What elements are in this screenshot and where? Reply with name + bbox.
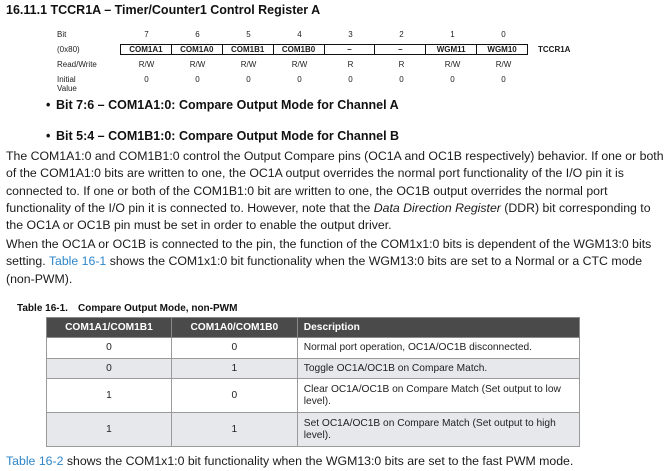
column-header: COM1A1/COM1B1 (47, 318, 172, 338)
initial-value: 0 (348, 75, 353, 84)
table-row (47, 338, 580, 359)
access-mode: R/W (138, 60, 155, 69)
bit-name: WGM10 (487, 45, 517, 54)
bit-number: 1 (450, 30, 455, 39)
table-header-row (47, 318, 580, 338)
initial-value: 0 (297, 75, 302, 84)
table-cell: 1 (47, 379, 172, 413)
bit-number: 0 (501, 30, 506, 39)
access-mode: R/W (444, 60, 461, 69)
table-caption (17, 303, 237, 314)
bit-name: COM1B1 (223, 45, 274, 54)
initial-value: 0 (501, 75, 506, 84)
table-cell: 0 (47, 359, 172, 379)
paragraph-text: When the OC1A or OC1B is connected to the pin, the function of the COM1x1:0 bits is dependent of the WGM13:0 bits setting. (6, 237, 652, 269)
address-label: (0x80) (57, 45, 80, 54)
initial-value: 0 (195, 75, 200, 84)
bit-number: 5 (246, 30, 251, 39)
bit-name: WGM11 (426, 45, 477, 54)
bit-name: – (325, 45, 376, 54)
table-row (47, 413, 580, 447)
bullet-text: Bit 5:4 – COM1B1:0: Compare Output Mode for Channel B (56, 129, 400, 143)
paragraph-text: (DDR) bit corresponding to the OC1A or OC1B pin must be set in order to enable the output driver. (6, 200, 651, 233)
bit-name: COM1A1 (121, 45, 172, 54)
bit-number: 2 (399, 30, 404, 39)
register-name: TCCR1A (538, 45, 571, 54)
bit-number: 4 (297, 30, 302, 39)
table-16-2-link[interactable]: Table 16-2 (6, 454, 64, 468)
bullet-item (46, 98, 399, 112)
bit-number: 6 (195, 30, 200, 39)
access-mode: R (347, 60, 354, 69)
bullet-dot: • (46, 129, 51, 143)
table-cell: 1 (47, 413, 172, 447)
column-header: Description (297, 318, 579, 338)
read-write-label: Read/Write (57, 60, 97, 69)
table-cell: 1 (171, 359, 297, 379)
table-cell: 0 (47, 338, 172, 359)
table-cell: Normal port operation, OC1A/OC1B disconnected. (297, 338, 579, 359)
table-cell: Clear OC1A/OC1B on Compare Match (Set output to low level). (297, 379, 579, 413)
paragraph-text: shows the COM1x1:0 bit functionality when the WGM13:0 bits are set to a Normal or a CTC mode (non-PWM). (6, 254, 643, 286)
bit-name: COM1B0 (274, 45, 325, 54)
compare-output-table (46, 317, 580, 447)
column-header: COM1A0/COM1B0 (171, 318, 297, 338)
table-cell: Toggle OC1A/OC1B on Compare Match. (297, 359, 579, 379)
bit-name: – (375, 45, 426, 54)
paragraph-com-description (6, 148, 664, 234)
table-cell: 1 (171, 413, 297, 447)
register-bit-box (120, 44, 528, 55)
table-row (47, 359, 580, 379)
paragraph-text: shows the COM1x1:0 bit functionality when the WGM13:0 bits are set to the fast PWM mode. (63, 454, 574, 468)
initial-value: 0 (399, 75, 404, 84)
table-cell: 0 (171, 379, 297, 413)
table-number: Table 16-1. (17, 303, 68, 314)
table-16-1-link[interactable]: Table 16-1 (48, 254, 107, 269)
initial-value: 0 (246, 75, 251, 84)
access-mode: R/W (189, 60, 206, 69)
italic-term: Data Direction Register (373, 200, 501, 215)
access-mode: R/W (495, 60, 512, 69)
initial-value: 0 (144, 75, 149, 84)
access-mode: R/W (291, 60, 308, 69)
bullet-text: Bit 7:6 – COM1A1:0: Compare Output Mode for Channel A (56, 98, 399, 112)
table-title: Compare Output Mode, non-PWM (78, 303, 238, 314)
bit-number: 3 (348, 30, 353, 39)
access-mode: R (398, 60, 405, 69)
bit-number: 7 (144, 30, 149, 39)
table-cell: 0 (171, 338, 297, 359)
paragraph-fast-pwm-ref (6, 453, 664, 470)
paragraph-wgm-dependency (6, 236, 664, 288)
table-row (47, 379, 580, 413)
bullet-dot: • (46, 98, 51, 112)
initial-value-label: Initial Value (57, 75, 77, 93)
initial-value: 0 (450, 75, 455, 84)
bit-name: COM1A0 (172, 45, 223, 54)
bit-label: Bit (57, 30, 67, 39)
table-cell: Set OC1A/OC1B on Compare Match (Set output to high level). (297, 413, 579, 447)
bullet-item (46, 129, 399, 143)
paragraph-text: The COM1A1:0 and COM1B1:0 control the Output Compare pins (OC1A and OC1B respectively) behavior. If one or both of the COM1A1:0 bits are written to one, the OC1A output overrides the normal port functionality of the I/O pin it is connected to. If one or both of the COM1B1:0 bit are written to one, the OC1B output overrides the normal port functionality of the I/O pin it is connected to. However, note that the (6, 149, 664, 215)
access-mode: R/W (240, 60, 257, 69)
section-heading: 16.11.1 TCCR1A – Timer/Counter1 Control Register A (6, 3, 321, 17)
